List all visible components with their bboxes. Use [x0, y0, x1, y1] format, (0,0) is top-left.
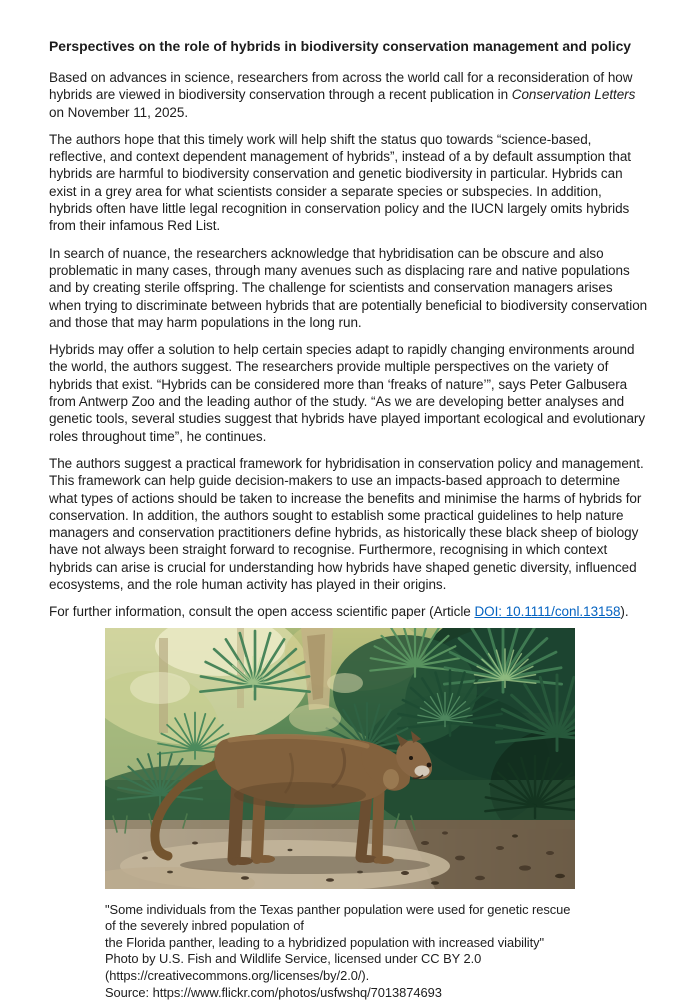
photo-caption [105, 902, 575, 1001]
paragraph-framework: The authors suggest a practical framework for hybridisation in conservation policy and management. This framework can help guide decision-makers to use an impacts-based approach to determine what types of actions should be taken to increase the benefits and minimise the harms of hybrids for conservation. In addition, the authors sought to establish some practical guidelines to help nature managers and conservation practitioners define hybrids, as historically these black sheep of biology have not always been straight forward to recognise. Furthermore, recognising in which context hybrids can arise is crucial for understanding how hybrids have shaped genetic diversity, influenced ecosystems, and the role human activity has played in their origins. [49, 455, 644, 593]
caption-line: Source: https://www.flickr.com/photos/usfwshq/7013874693 [105, 984, 442, 1000]
journal-name-italic: Conservation Letters [511, 87, 636, 103]
doi-link[interactable]: DOI: 10.1111/conl.13158 [474, 604, 621, 620]
caption-line: "Some individuals from the Texas panther population were used for genetic rescue of the severely inbred population of [105, 901, 571, 934]
caption-line: Photo by U.S. Fish and Wildlife Service, licensed under CC BY 2.0 (https://creativecommons.org/licenses/by/2.0/). [105, 951, 482, 983]
page-title: Perspectives on the role of hybrids in biodiversity conservation management and policy [49, 38, 632, 54]
panther-photo [105, 628, 575, 889]
panther-photo-illustration [105, 628, 575, 889]
link-line-suffix: ). [620, 604, 629, 620]
further-information-line [49, 603, 648, 620]
caption-line: the Florida panther, leading to a hybridized population with increased viability" [105, 934, 545, 950]
paragraph-intro-date: on November 11, 2025. [49, 104, 189, 120]
paragraph-intro-text: Based on advances in science, researchers from across the world call for a reconsideration of how hybrids are viewed in biodiversity conservation through a recent publication in [49, 70, 633, 103]
panther-figure [105, 628, 575, 1001]
link-line-prefix: For further information, consult the open access scientific paper (Article [49, 604, 475, 620]
paragraph-intro [49, 69, 648, 121]
paragraph-status-quo: The authors hope that this timely work will help shift the status quo towards “science-based, reflective, and context dependent management of hybrids”, instead of a by default assumption that hybrids are harmful to biodiversity conservation and genetic biodiversity in particular. Hybrids can exist in a grey area for what scientists consider a separate species or subspecies. In addition, hybrids often have little legal recognition in conservation policy and the IUCN largely omits hybrids from their infamous Red List. [49, 131, 632, 234]
paragraph-nuance: In search of nuance, the researchers acknowledge that hybridisation can be obscure and also problematic in many cases, through many avenues such as displacing rare and native populations and by creating sterile offspring. The challenge for scientists and conservation managers arises when trying to discriminate between hybrids that are potentially beneficial to biodiversity conservation and those that may harm populations in the long run. [49, 245, 648, 330]
paragraph-solution: Hybrids may offer a solution to help certain species adapt to rapidly changing environments around the world, the authors suggest. The researchers provide multiple perspectives on the variety of hybrids that exist. “Hybrids can be considered more than ‘freaks of nature’”, says Peter Galbusera from Antwerp Zoo and the leading author of the study. “As we are developing better analyses and genetic tools, several studies suggest that hybrids have played important ecological and evolutionary roles throughout time”, he continues. [49, 342, 646, 444]
